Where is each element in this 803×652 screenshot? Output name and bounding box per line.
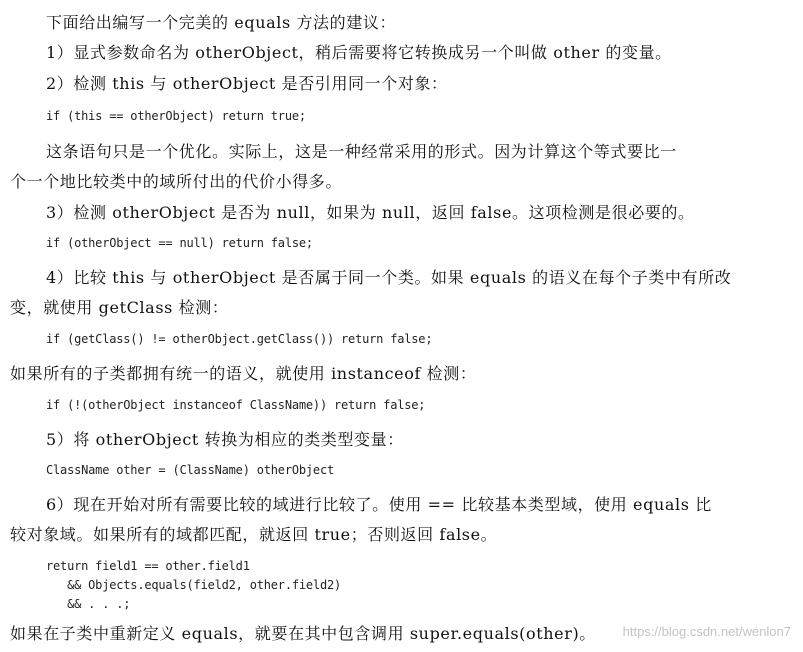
step-3-line: 3）检测 otherObject 是否为 null，如果为 null，返回 false。这项检测是很必要的。 [46, 203, 695, 222]
code-line: if (getClass() != otherObject.getClass()) return false; [46, 332, 433, 346]
intro-line: 下面给出编写一个完美的 equals 方法的建议： [46, 13, 397, 32]
step-4-line: 变，就使用 getClass 检测： [10, 298, 229, 317]
code-line: && Objects.equals(field2, other.field2) [46, 578, 342, 592]
step-4-line: 4）比较 this 与 otherObject 是否属于同一个类。如果 equals 的语义在每个子类中有所改 [46, 268, 732, 287]
code-line: ClassName other = (ClassName) otherObject [46, 463, 335, 477]
explanation-line: 个一个地比较类中的域所付出的代价小得多。 [10, 172, 343, 191]
watermark: https://blog.csdn.net/wenlon7 [622, 624, 791, 639]
step-6-line: 6）现在开始对所有需要比较的域进行比较了。使用 == 比较基本类型域，使用 equals 比 [46, 495, 712, 514]
code-line: return field1 == other.field1 [46, 559, 250, 573]
step-6-line: 较对象域。如果所有的域都匹配，就返回 true；否则返回 false。 [10, 525, 498, 544]
code-line: if (otherObject == null) return false; [46, 236, 313, 250]
step-2-line: 2）检测 this 与 otherObject 是否引用同一个对象： [46, 74, 448, 93]
code-line: if (!(otherObject instanceof ClassName)) return false; [46, 398, 426, 412]
code-line: && . . .; [46, 597, 131, 611]
instanceof-line: 如果所有的子类都拥有统一的语义，就使用 instanceof 检测： [10, 364, 477, 383]
code-line: if (this == otherObject) return true; [46, 109, 306, 123]
step-5-line: 5）将 otherObject 转换为相应的类类型变量： [46, 430, 404, 449]
step-1-line: 1）显式参数命名为 otherObject，稍后需要将它转换成另一个叫做 other 的变量。 [46, 43, 672, 62]
closing-line: 如果在子类中重新定义 equals，就要在其中包含调用 super.equals(other)。 [10, 624, 596, 643]
explanation-line: 这条语句只是一个优化。实际上，这是一种经常采用的形式。因为计算这个等式要比一 [46, 142, 677, 161]
